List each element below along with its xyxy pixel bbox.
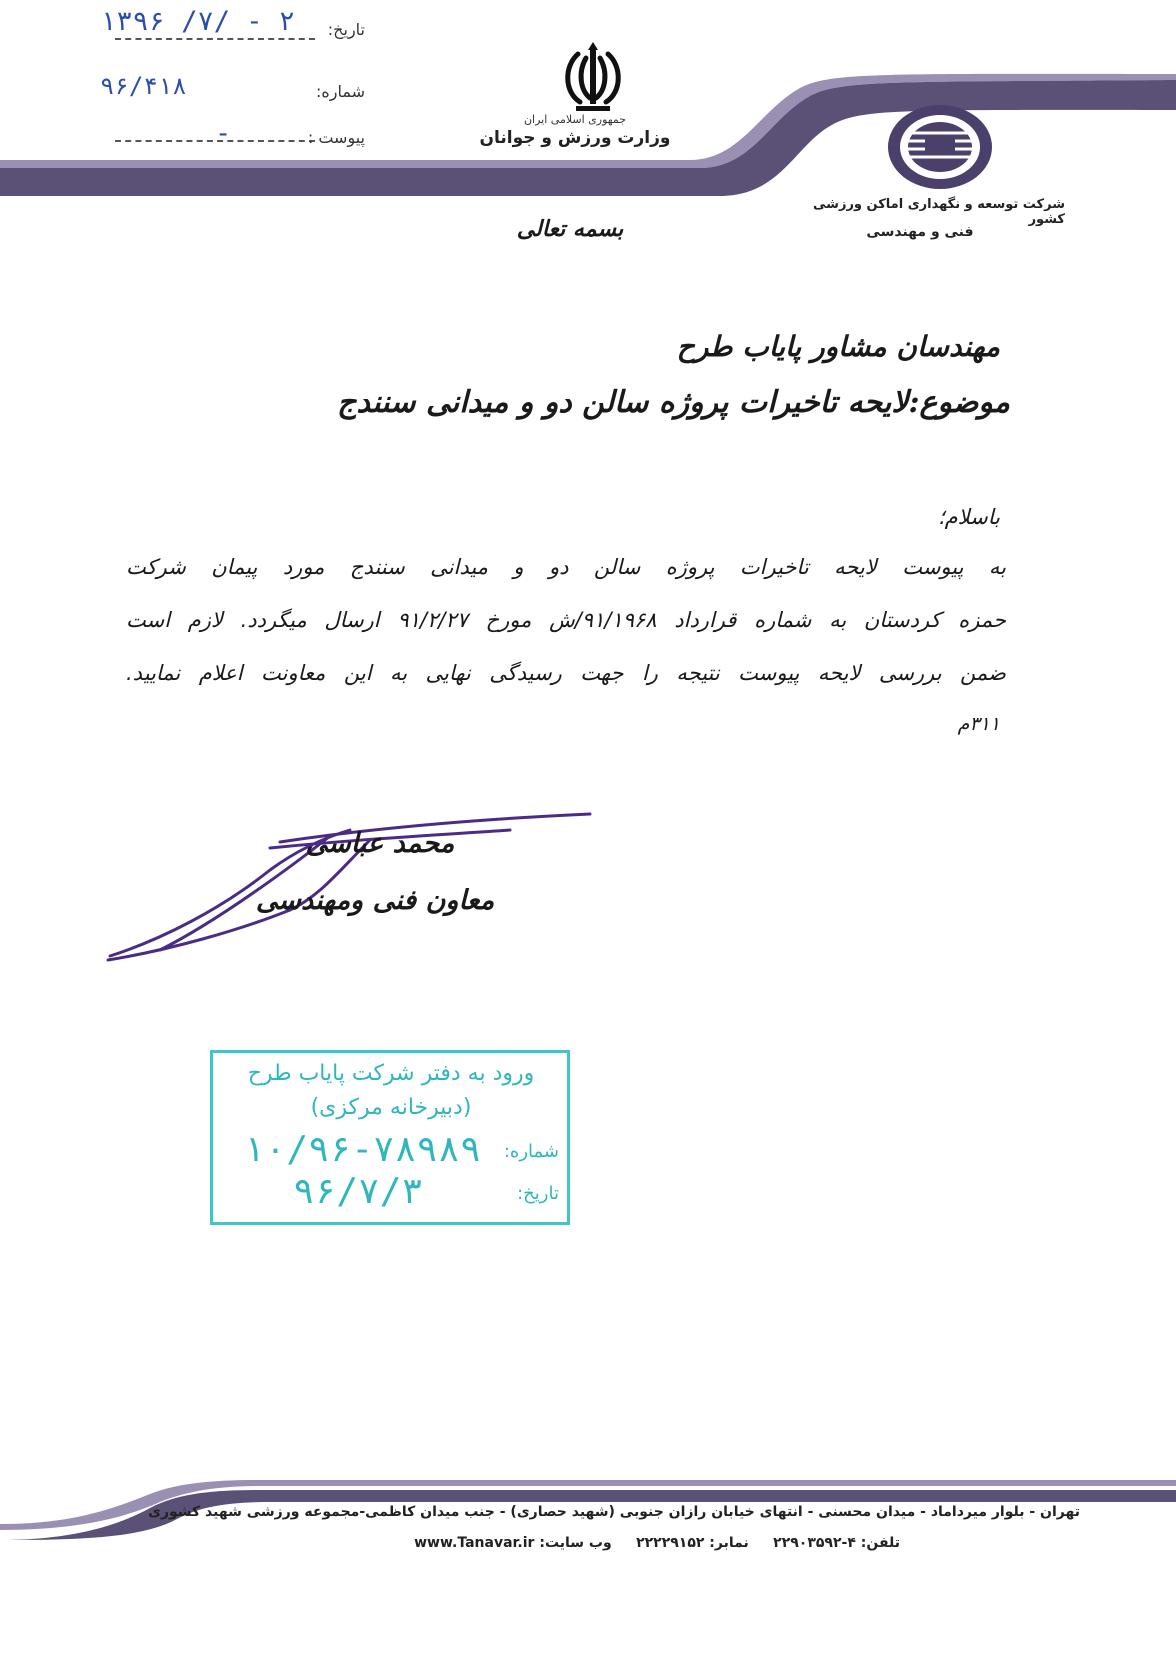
subject-line: موضوع:لایحه تاخیرات پروژه سالن دو و میدانی سنندج: [337, 385, 1010, 420]
stamp-number-value: ۱۰/۹۶-۷۸۹۸۹: [243, 1129, 482, 1170]
stamp-line-2: (دبیرخانه مرکزی): [310, 1095, 472, 1120]
stamp-number-label: شماره:: [503, 1141, 559, 1162]
attachment-row: [95, 118, 365, 158]
company-name: شرکت توسعه و نگهداری اماکن ورزشی کشور: [813, 197, 1065, 227]
number-value: ۹۶/۴۱۸: [100, 72, 187, 100]
body-line-1: به پیوست لایحه تاخیرات پروژه سالن دو و میدانی سنندج مورد پیمان شرکت: [126, 555, 1006, 579]
iran-emblem-icon: [558, 42, 628, 114]
date-label: تاریخ:: [327, 20, 365, 39]
reference-code: ۳۱۱م: [957, 713, 1000, 735]
number-label: شماره:: [315, 82, 365, 101]
footer-website-link[interactable]: www.Tanavar.ir: [414, 1535, 535, 1551]
department-name: فنی و مهندسی: [866, 224, 974, 240]
footer-contact: [300, 1535, 900, 1551]
recipient: مهندسان مشاور پایاب طرح: [676, 330, 1000, 363]
signer-name: محمد عباسی: [305, 828, 455, 859]
attachment-label: پیوست :: [307, 128, 365, 147]
footer-fax: نمابر: ۲۲۲۲۹۱۵۲: [636, 1535, 749, 1551]
number-row: [95, 72, 365, 112]
footer-address: تهران - بلوار میرداماد - میدان محسنی - انتهای خیابان رازان جنوبی (شهید حصاری) - جنب میدان کاظمی-مجموعه ورزشی شهید کشوری: [148, 1504, 1080, 1520]
body-line-2: حمزه کردستان به شماره قرارداد ۹۱/۱۹۶۸/ش مورخ ۹۱/۲/۲۷ ارسال میگردد. لازم است: [126, 608, 1006, 632]
date-dotted-line: [115, 38, 315, 40]
country-name: جمهوری اسلامی ایران: [523, 113, 627, 126]
signer-title: معاون فنی ومهندسی: [255, 885, 495, 916]
company-logo-icon: [885, 103, 995, 191]
footer-phone: تلفن: ۴-۲۲۹۰۳۵۹۲: [773, 1535, 900, 1551]
date-row: [95, 6, 365, 50]
attachment-value: -: [215, 118, 235, 149]
ministry-name: وزارت ورزش و جوانان: [479, 128, 671, 148]
body-line-3: ضمن بررسی لایحه پیوست نتیجه را جهت رسیدگی نهایی به این معاونت اعلام نمایید.: [126, 661, 1006, 685]
stamp-date-label: تاریخ:: [517, 1183, 559, 1204]
date-value: ۱۳۹۶ /۷/ - ۲: [100, 6, 296, 37]
greeting: باسلام؛: [937, 505, 1000, 529]
receipt-stamp: [210, 1050, 570, 1225]
basmala: بسمه تعالی: [516, 216, 624, 242]
ministry-title: [470, 113, 680, 148]
stamp-date-value: ۹۶/۷/۳: [293, 1171, 424, 1212]
footer-website-label: وب سایت:: [539, 1535, 612, 1551]
attachment-dotted-line: [115, 140, 315, 142]
stamp-line-1: ورود به دفتر شرکت پایاب طرح: [247, 1061, 535, 1086]
